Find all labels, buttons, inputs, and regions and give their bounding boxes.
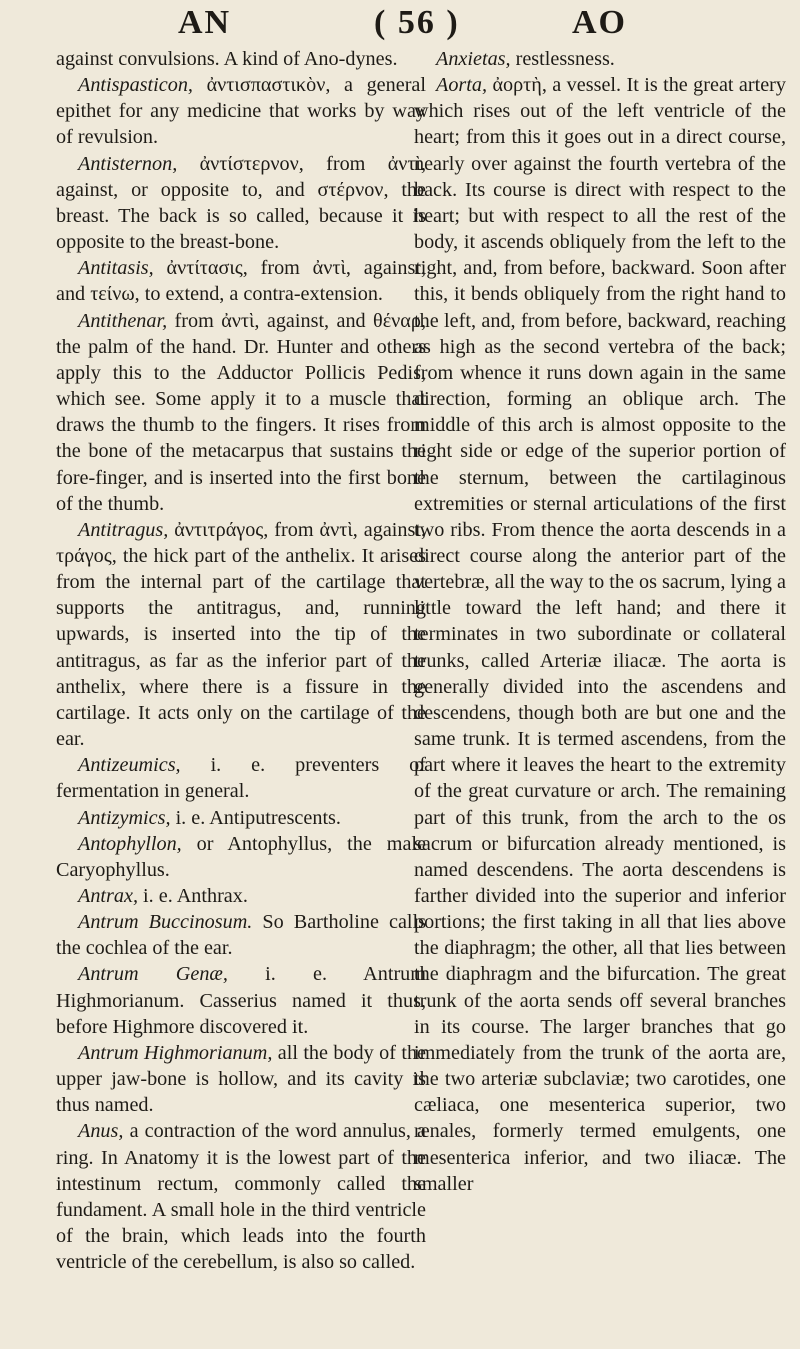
- entry-antitragus: [56, 517, 426, 752]
- entry-text: ἀντιτράγος, from ἀντὶ, against, τράγος, the hick part of the anthelix. It arises from the internal part of the cartilage that supports the antitragus, and, running upwards, is inserted into the tip of the antitragus, as far as the inferior part of the anthelix, where there is a fissure in the cartilage. It acts only on the cartilage of the ear.: [56, 518, 426, 751]
- entry-antizymics: [56, 805, 426, 831]
- entry-aorta: [414, 72, 786, 1197]
- entry-text: ἀορτὴ, a vessel. It is the great artery which rises out of the left ventricle of the heart; from this it goes out in a direct course, nearly over against the fourth vertebra of the back. Its course is direct with respect to the heart; but with respect to all the rest of the body, it ascends obliquely from the left to the right, and, from before, backward. Soon after this, it bends obliquely from the right hand to the left, and, from before, backward, reaching as high as the second vertebra of the back; from whence it runs down again in the same direction, forming an oblique arch. The middle of this arch is almost opposite to the right side or edge of the superior portion of the sternum, between the cartilaginous extremities or sternal articulations of the first two ribs. From thence the aorta descends in a direct course along the anterior part of the vertebræ, all the way to the os sacrum, lying a little toward the left hand; and there it terminates in two subordinate or collateral trunks, called Arteriæ iliacæ. The aorta is generally divided into the ascendens and descendens, though both are but one and the same trunk. It is termed ascendens, from the part where it leaves the heart to the extremity of the great curvature or arch. The remaining part of this trunk, from the arch to the os sacrum or bifurcation already mentioned, is named descendens. The aorta descendens is farther divided into the superior and inferior portions; the first taking in all that lies above the diaphragm; the other, all that lies between the diaphragm and the bifurcation. The great trunk of the aorta sends off several branches in its course. The larger branches that go immediately from the trunk of the aorta are, the two arteriæ subclaviæ; two carotides, one cæliaca, one mesenterica superior, two renales, formerly termed emulgents, one mesenterica inferior, and two iliacæ. The smaller: [414, 74, 786, 1195]
- entry-term: Anus,: [78, 1120, 124, 1143]
- entry-text: So Bartholine calls the cochlea of the ear.: [56, 911, 426, 960]
- header-right-letters: AO: [572, 4, 627, 41]
- entry-antrum-genae: [56, 961, 426, 1039]
- entry-text: ἀντισπαστικὸν, a general epithet for any medicine that works by way of revulsion.: [56, 74, 426, 149]
- entry-text: i. e. Antrum Highmorianum. Casserius named it thus, before Highmore discovered it.: [56, 963, 426, 1038]
- entry-antispasticon: [56, 72, 426, 150]
- running-header: [0, 4, 800, 48]
- entry-term: Antisternon,: [78, 152, 178, 175]
- entry-term: Antrum Genæ,: [78, 963, 228, 986]
- entry-antrum-buccinosum: [56, 909, 426, 961]
- entry-text: against convulsions. A kind of Ano-dynes.: [56, 48, 398, 70]
- entry-text: restlessness.: [510, 48, 615, 70]
- entry-text: all the body of the upper jaw-bone is hollow, and its cavity is thus named.: [56, 1041, 426, 1117]
- entry-term: Antrum Highmorianum,: [78, 1041, 273, 1064]
- entry-text: or Antophyllus, the male Caryophyllus.: [56, 832, 426, 881]
- entry-text: ἀντίτασις, from ἀντὶ, against, and τείνω, to extend, a contra-extension.: [56, 257, 426, 306]
- entry-antrax: [56, 883, 426, 909]
- entry-antisternon: [56, 151, 426, 256]
- entry-term: Anxietas,: [436, 48, 511, 70]
- entry-term: Antitasis,: [78, 257, 154, 280]
- entry-text: i. e. Antiputrescents.: [170, 806, 341, 829]
- entry-term: Antophyllon,: [78, 832, 182, 855]
- entry-antizeumics: [56, 752, 426, 804]
- entry-text: ἀντίστερνον, from ἀντὶ, against, or opposite to, and στέρνον, the breast. The back is so called, because it is opposite to the breast-bone.: [56, 152, 426, 254]
- entry-term: Aorta,: [436, 74, 488, 97]
- entry-term: Antithenar,: [78, 309, 168, 332]
- entry-term: Antrum Buccinosum.: [78, 911, 253, 934]
- entry-anxietas: [414, 46, 786, 72]
- right-column: [414, 46, 786, 1197]
- entry: [56, 46, 426, 72]
- page-number: ( 56 ): [374, 4, 460, 41]
- entry-antitasis: [56, 255, 426, 307]
- entry-text: i. e. preventers of fermentation in general.: [56, 754, 426, 803]
- entry-text: from ἀντὶ, against, and θέναρ, the palm of the hand. Dr. Hunter and others apply this to the Adductor Pollicis Pedis, which see. Some apply it to a muscle that draws the thumb to the fingers. It rises from the bone of the metacarpus that sustains the fore-finger, and is inserted into the first bone of the thumb.: [56, 309, 426, 515]
- entry-term: Antrax,: [78, 885, 138, 907]
- entry-term: Antitragus,: [78, 518, 169, 541]
- header-left-letters: AN: [178, 4, 232, 41]
- entry-anus: [56, 1118, 426, 1275]
- entry-text: i. e. Anthrax.: [138, 885, 248, 907]
- entry-antophyllon: [56, 831, 426, 883]
- entry-term: Antizymics,: [78, 806, 171, 829]
- entry-text: a contraction of the word annulus, a ring. In Anatomy it is the lowest part of the intestinum rectum, commonly called the fundament. A small hole in the third ventricle of the brain, which leads into the fourth ventricle of the cerebellum, is also so called.: [56, 1120, 426, 1274]
- left-column: [56, 46, 426, 1275]
- entry-term: Antispasticon,: [78, 74, 193, 97]
- entry-term: Antizeumics,: [78, 754, 181, 777]
- entry-antrum-highmorianum: [56, 1040, 426, 1118]
- entry-antithenar: [56, 308, 426, 517]
